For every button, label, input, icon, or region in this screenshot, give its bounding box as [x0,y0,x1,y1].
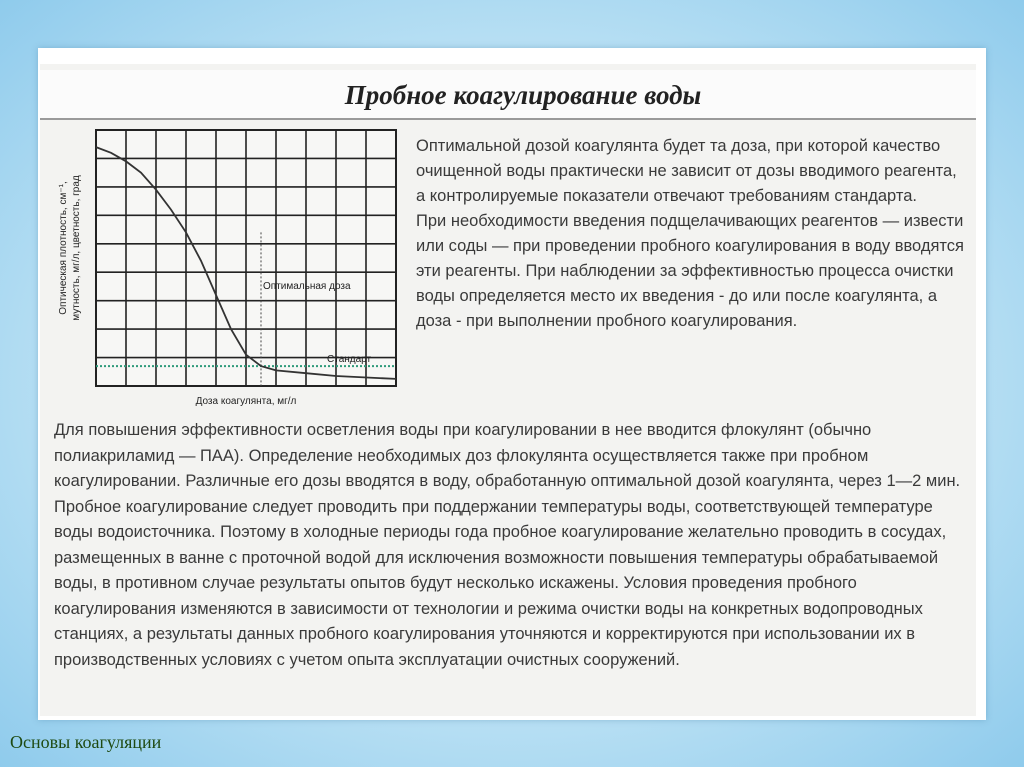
x-axis-label: Доза коагулянта, мг/л [195,396,297,407]
chart-container [52,125,402,410]
y-axis-label-line: Оптическая плотность, см⁻¹, [58,181,69,315]
title-bar [40,70,976,120]
annotation-standard: Стандарт [327,354,372,366]
side-paragraph-2: При необходимости введения подщелачивающих реагентов — извести или соды — при проведении пробного коагулирования в воду вводятся эти реагенты. При наблюдении за эффективностью процесса очистки воды определяется место их введения - до или после коагулянта, а доза - при выполнении пробного коагулирования. [416,212,964,330]
side-paragraph-1: Оптимальной дозой коагулянта будет та доза, при которой качество очищенной воды практически не зависит от дозы вводимого реагента, а контролируемые показатели отвечают требованиям стандарта. [416,137,957,205]
bottom-paragraph-1: Для повышения эффективности осветления воды при коагулировании в нее вводится флокулянт (обычно полиакриламид — ПАА). Определение необходимых доз флокулянта осуществляется также при пробном коагулировании. Различные его дозы вводятся в воду, обработанную оптимальной дозой коагулянта, через 1—2 мин. [54,421,961,490]
bottom-paragraph-2: Пробное коагулирование следует проводить при поддержании температуры воды, соответствующей температуре воды водоисточника. Поэтому в холодные периоды года пробное коагулирование желательно проводить в сосудах, размещенных в ванне с проточной водой для исключения возможности повышения температуры обрабатываемой воды, в противном случае результаты опытов будут несколько искажены. Условия проведения пробного коагулирования изменяются в зависимости от технологии и режима очистки воды на конкретных водопроводных станциях, а результаты данных пробного коагулирования уточняются и корректируются при использовании их в производственных условиях с учетом опыта эксплуатации очистных сооружений. [54,497,947,669]
y-axis-label-line: мутность, мг/л, цветность, град [71,175,82,321]
slide-footer: Основы коагуляции [10,732,162,752]
bottom-text-block [54,418,966,673]
side-text-block [416,134,964,334]
page-title: Пробное коагулирование воды [344,80,702,110]
coagulation-chart [52,125,402,410]
annotation-optimal-dose: Оптимальная доза [263,280,351,292]
